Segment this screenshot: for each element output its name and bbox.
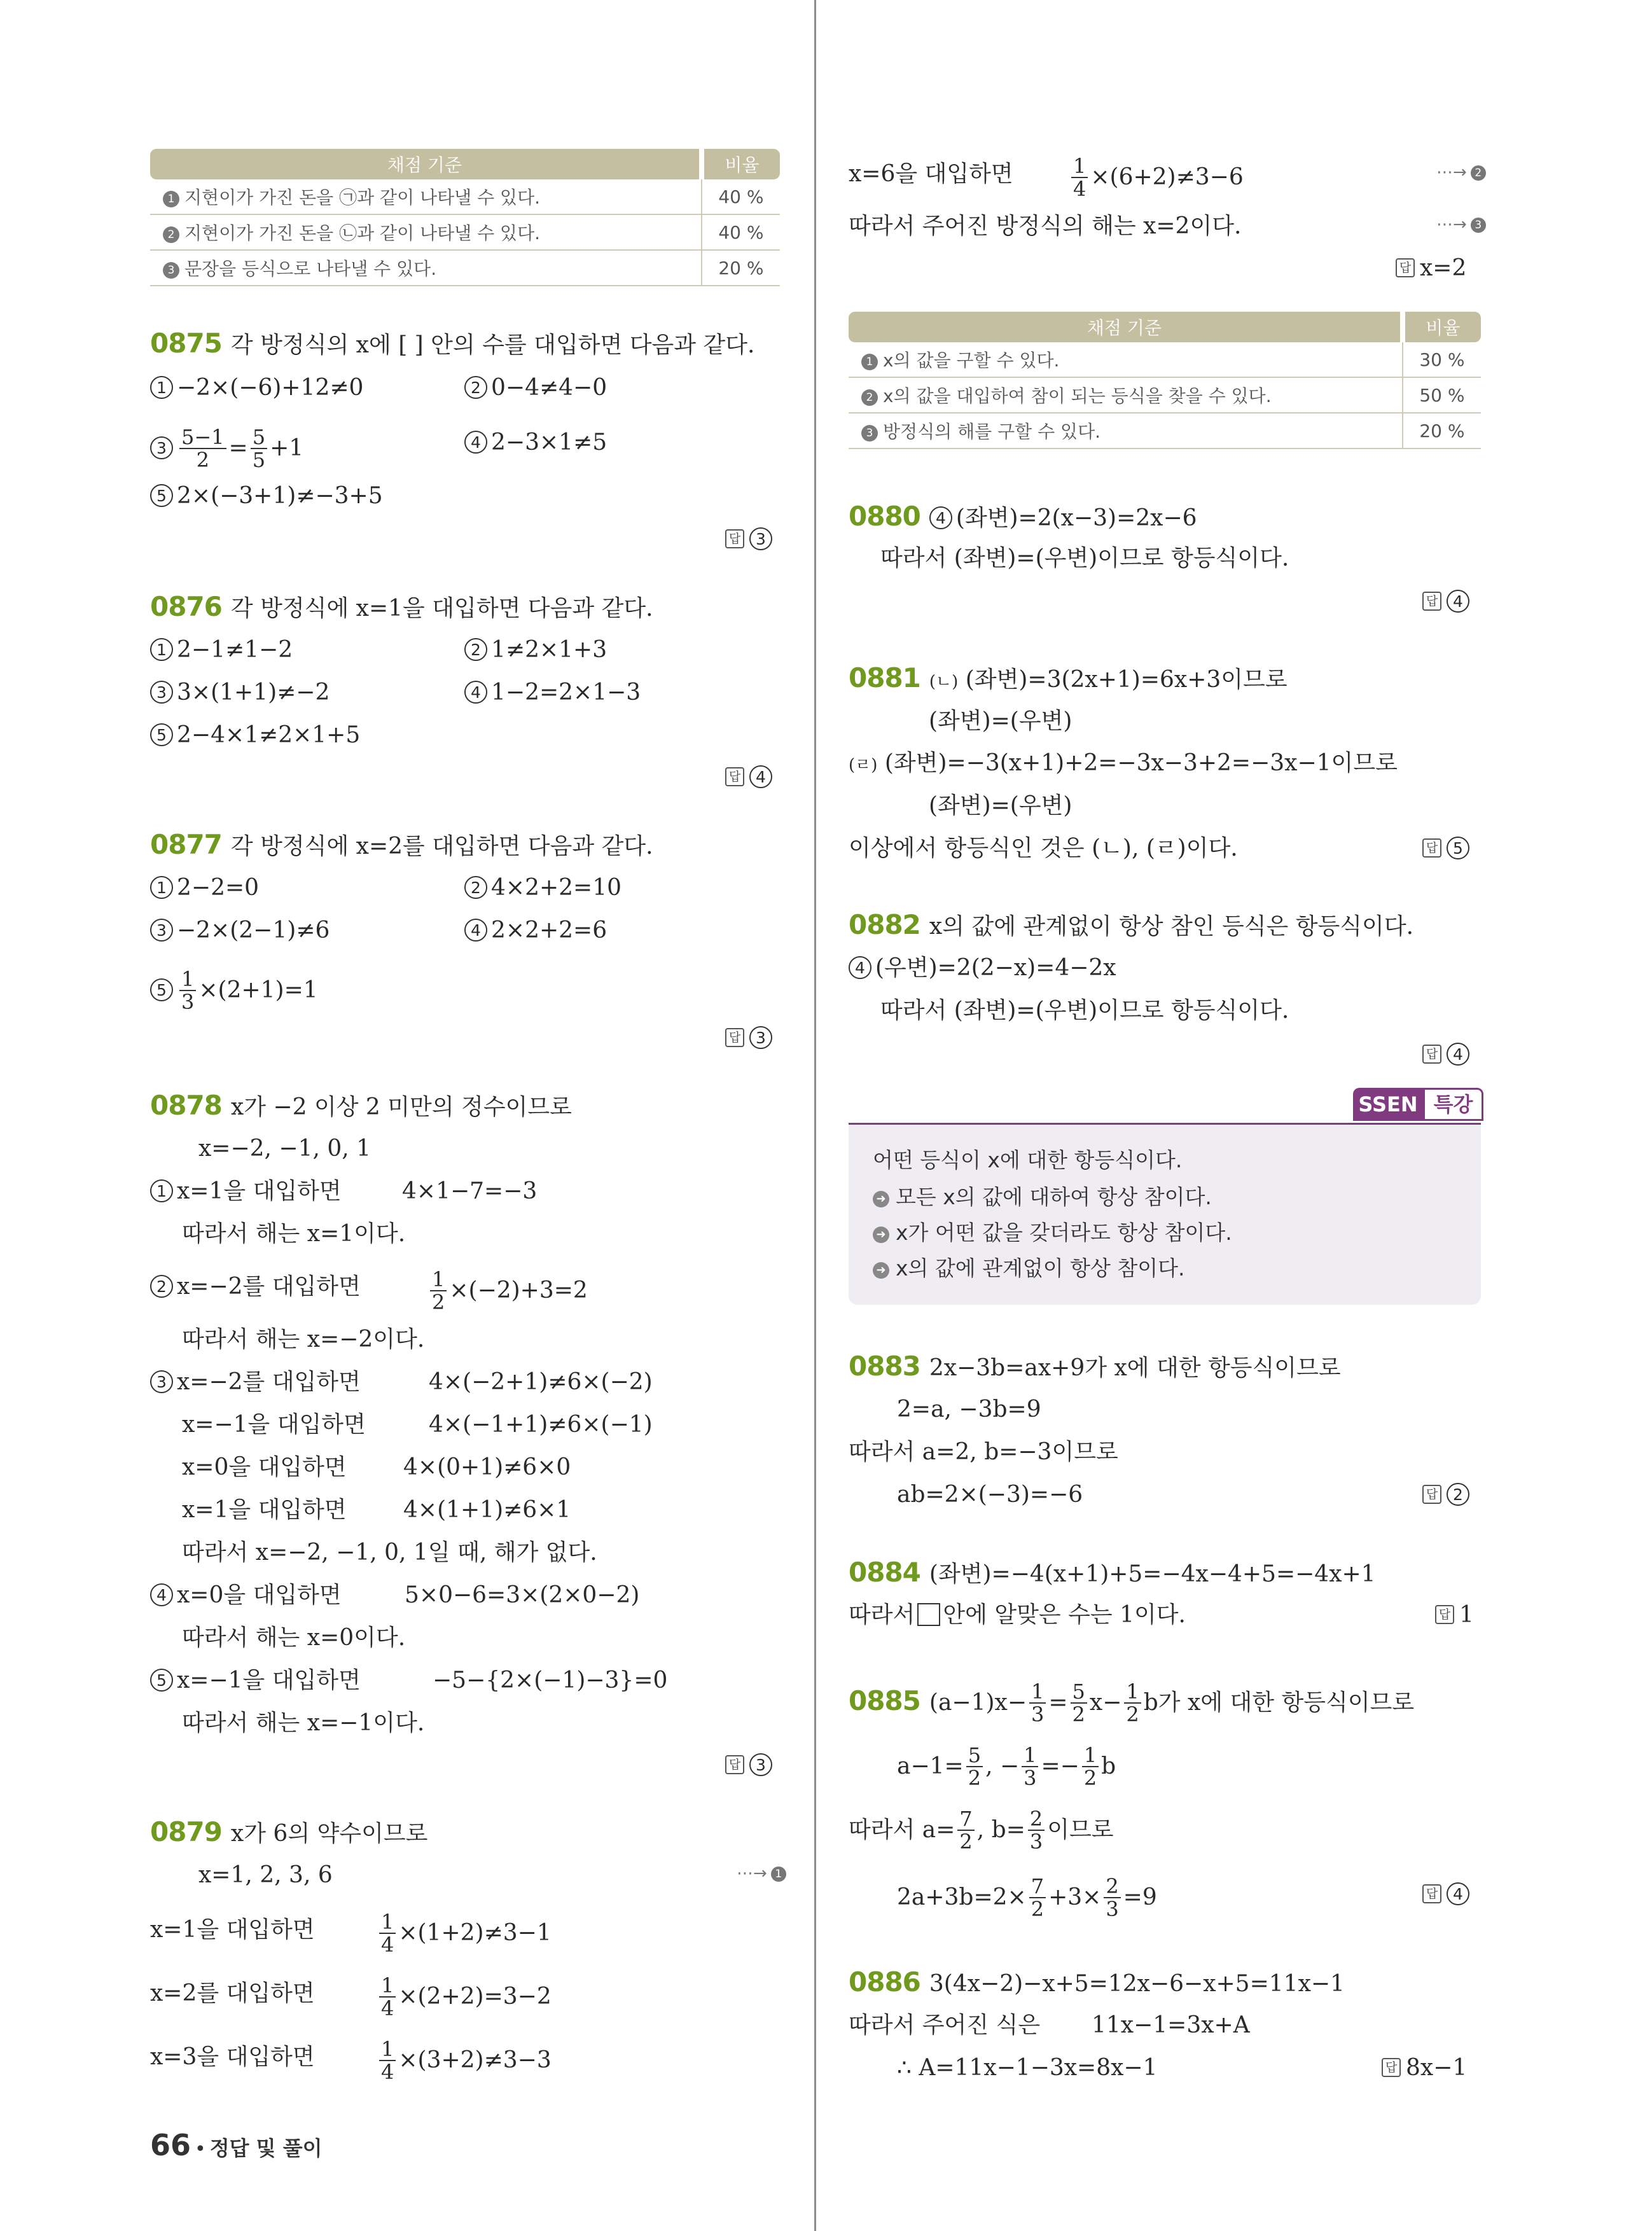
q0879-values: x=1, 2, 3, 6: [198, 1862, 333, 1888]
rate-cell: 40 %: [702, 179, 780, 214]
q0878-case-1-expr: 4×1−7=−3: [402, 1178, 538, 1204]
column-divider: [814, 0, 816, 2231]
q0877-option-2: 2 4×2+2=10: [464, 874, 621, 902]
table-row: [849, 413, 1481, 448]
page-number: 66: [150, 2128, 191, 2162]
table-header-criteria: 채점 기준: [150, 149, 702, 179]
q0885-line-3: 따라서 a= $\frac{7}{2}$ , b= $\frac{2}{3}$ 이므로: [849, 1807, 1114, 1854]
q0881-line-5: 이상에서 항등식인 것은 (ㄴ), (ㄹ)이다.: [849, 835, 1238, 861]
circled-number-icon: 3: [749, 527, 772, 550]
q0878-intro: 0878 x가 −2 이상 2 미만의 정수이므로: [150, 1090, 572, 1121]
q0877-option-4: 4 2×2+2=6: [464, 917, 607, 945]
circled-number-icon: 2: [861, 389, 878, 406]
circled-number-icon: 4: [464, 431, 487, 454]
q0885-line-2: a−1= $\frac{5}{2}$ , − $\frac{1}{3}$ =− $\frac{1}{2}$ b: [897, 1743, 1116, 1790]
q0878-case-4-expr: 5×0−6=3×(2×0−2): [405, 1582, 640, 1608]
q0879-conclusion: 따라서 주어진 방정식의 해는 x=2이다.: [849, 213, 1242, 239]
footer-label: 정답 및 풀이: [209, 2136, 323, 2160]
q0879-row-1: x=1을 대입하면: [150, 1917, 315, 1943]
q0879-row-1-expr: $\frac{1}{4}$ ×(1+2)≠3−1: [377, 1912, 552, 1957]
q0878-case-1: 1 x=1을 대입하면: [150, 1178, 342, 1206]
q0883-line-2: 2=a, −3b=9: [897, 1396, 1041, 1422]
answer-icon: 답: [1422, 1045, 1441, 1064]
ssen-bullet-1: ➜ 모든 x의 값에 대하여 항상 참이다.: [873, 1181, 1212, 1211]
q0876-option-4: 4 1−2=2×1−3: [464, 679, 641, 707]
q0878-case-2-expr: $\frac{1}{2}$ ×(−2)+3=2: [427, 1270, 588, 1314]
q0876-option-5: 5 2−4×1≠2×1+5: [150, 721, 360, 749]
circled-number-icon: 1: [163, 191, 179, 207]
q0882-line-3: 따라서 (좌변)=(우변)이므로 항등식이다.: [880, 997, 1289, 1024]
q0882-line-1: 0882 x의 값에 관계없이 항상 참인 등식은 항등식이다.: [849, 909, 1414, 940]
q0886-line-2: 따라서 주어진 식은: [849, 2012, 1041, 2038]
q0877-intro: 0877 각 방정식에 x=2를 대입하면 다음과 같다.: [150, 829, 653, 860]
answer-icon: 답: [1382, 2058, 1401, 2077]
q0886-line-3: ∴ A=11x−1−3x=8x−1: [897, 2055, 1158, 2081]
q0875-option-5: 5 2×(−3+1)≠−3+5: [150, 482, 383, 510]
scoring-table-right: [849, 312, 1481, 449]
q0876-option-3: 3 3×(1+1)≠−2: [150, 679, 330, 707]
q0879-row-4-expr: $\frac{1}{4}$ ×(6+2)≠3−6: [1069, 156, 1244, 201]
answer-icon: 답: [1422, 1884, 1441, 1903]
answer-icon: 답: [725, 529, 744, 548]
q0878-case-3d: x=1을 대입하면: [182, 1497, 347, 1523]
blank-box-icon: [917, 1603, 940, 1626]
q0875-option-1: 1 −2×(−6)+12≠0: [150, 374, 363, 402]
q0875-answer: [725, 525, 776, 553]
answer-icon: 답: [725, 1755, 744, 1774]
criteria-text: 방정식의 해를 구할 수 있다.: [883, 421, 1101, 442]
page-footer: 66 • 정답 및 풀이: [150, 2128, 323, 2162]
q0880-line-2: 따라서 (좌변)=(우변)이므로 항등식이다.: [880, 545, 1289, 571]
q0876-option-2: 2 1≠2×1+3: [464, 636, 607, 664]
q0881-line-2: (좌변)=(우변): [929, 708, 1072, 734]
circled-number-icon: 1: [150, 376, 173, 399]
q0883-answer: 답 2: [1422, 1481, 1473, 1509]
q0879-row-2: x=2를 대입하면: [150, 1980, 315, 2006]
ssen-bullet-2: ➜ x가 어떤 값을 갖더라도 항상 참이다.: [873, 1216, 1232, 1246]
circled-number-icon: 3: [861, 425, 878, 441]
q0882-line-2: 4 (우변)=2(2−x)=4−2x: [849, 954, 1116, 982]
rate-cell: 20 %: [702, 250, 780, 286]
criteria-text: 지현이가 가진 돈을 ㉡과 같이 나타낼 수 있다.: [184, 223, 541, 244]
rate-cell: 20 %: [1403, 413, 1481, 448]
circled-number-icon: 3: [163, 262, 179, 279]
q0881-answer: 답 5: [1422, 835, 1473, 863]
q0879-row-3-expr: $\frac{1}{4}$ ×(3+2)≠3−3: [377, 2040, 552, 2084]
criteria-text: x의 값을 대입하여 참이 되는 등식을 찾을 수 있다.: [883, 386, 1272, 407]
q0878-case-5: 5 x=−1을 대입하면: [150, 1667, 361, 1695]
q0876-intro: 0876 각 방정식에 x=1을 대입하면 다음과 같다.: [150, 591, 653, 622]
q0878-case-3d-expr: 4×(1+1)≠6×1: [403, 1497, 571, 1523]
q0879-row-4: x=6을 대입하면: [849, 161, 1013, 187]
table-row: [849, 342, 1481, 377]
ssen-special-tag: 특강: [1423, 1088, 1483, 1121]
q0878-case-1-concl: 따라서 해는 x=1이다.: [182, 1221, 406, 1247]
answer-icon: 답: [1435, 1605, 1454, 1624]
q0878-case-3-expr: 4×(−2+1)≠6×(−2): [429, 1369, 653, 1395]
q0878-case-3b-expr: 4×(−1+1)≠6×(−1): [429, 1412, 653, 1438]
q0875-option-4: 4 2−3×1≠5: [464, 429, 607, 457]
q0876-answer: 답 4: [725, 763, 776, 791]
q0878-answer: 답 3: [725, 1751, 776, 1779]
q0879-intro: 0879 x가 6의 약수이므로: [150, 1816, 428, 1847]
circled-number-icon: 2: [163, 226, 179, 243]
q0878-case-5-concl: 따라서 해는 x=−1이다.: [182, 1710, 425, 1736]
q0886-line-2-expr: 11x−1=3x+A: [1092, 2012, 1250, 2038]
arrow-bullet-icon: ➜: [873, 1191, 889, 1207]
criteria-text: x의 값을 구할 수 있다.: [883, 350, 1060, 371]
scoring-table-left: [150, 149, 780, 286]
q0885-line-1: 0885 (a−1)x− $\frac{1}{3}$ = $\frac{5}{2}$ x− $\frac{1}{2}$ b가 x에 대한 항등식이므로: [849, 1679, 1415, 1727]
q0876-option-1: 1 2−1≠1−2: [150, 636, 293, 664]
q0877-option-3: 3 −2×(2−1)≠6: [150, 917, 330, 945]
q0878-case-4-concl: 따라서 해는 x=0이다.: [182, 1625, 406, 1651]
q0877-answer: 답 3: [725, 1024, 776, 1052]
arrow-bullet-icon: ➜: [873, 1227, 889, 1243]
q0879-row-2-expr: $\frac{1}{4}$ ×(2+2)=3−2: [377, 1976, 552, 2020]
q0883-line-3: 따라서 a=2, b=−3이므로: [849, 1439, 1118, 1465]
step-marker-2: ⋯→ 2: [1436, 163, 1486, 182]
q0875-intro: 0875 각 방정식의 x에 [ ] 안의 수를 대입하면 다음과 같다.: [150, 328, 755, 359]
rate-cell: 30 %: [1403, 342, 1481, 377]
table-row: [150, 250, 780, 286]
table-row: [150, 214, 780, 250]
q0882-answer: 답 4: [1422, 1041, 1473, 1069]
criteria-text: 문장을 등식으로 나타낼 수 있다.: [184, 258, 437, 279]
rate-cell: 40 %: [702, 214, 780, 250]
q0886-line-1: 0886 3(4x−2)−x+5=12x−6−x+5=11x−1: [849, 1966, 1345, 1998]
circled-number-icon: 1: [861, 354, 878, 370]
q0878-case-4: 4 x=0을 대입하면: [150, 1581, 342, 1609]
q0875-option-2: 2 0−4≠4−0: [464, 374, 607, 402]
q0878-case-3c: x=0을 대입하면: [182, 1454, 347, 1480]
q0879-answer: 답 x=2: [1396, 254, 1466, 282]
q0878-values: x=−2, −1, 0, 1: [198, 1136, 371, 1162]
q0880-line-1: 0880 4 (좌변)=2(x−3)=2x−6: [849, 501, 1197, 532]
answer-icon: 답: [1396, 258, 1415, 277]
circled-number-icon: 2: [464, 376, 487, 399]
ssen-title: 어떤 등식이 x에 대한 항등식이다.: [873, 1148, 1183, 1172]
rate-cell: 50 %: [1403, 377, 1481, 413]
answer-icon: 답: [725, 767, 744, 786]
q0885-line-4: 2a+3b=2× $\frac{7}{2}$ +3× $\frac{2}{3}$ =9: [897, 1874, 1157, 1921]
q0880-answer: 답 4: [1422, 588, 1473, 616]
ssen-tag: SSEN: [1353, 1088, 1423, 1121]
answer-icon: 답: [725, 1028, 744, 1047]
q0884-line-1: 0884 (좌변)=−4(x+1)+5=−4x−4+5=−4x+1: [849, 1557, 1376, 1588]
q0881-line-4: (좌변)=(우변): [929, 793, 1072, 819]
q0883-line-1: 0883 2x−3b=ax+9가 x에 대한 항등식이므로: [849, 1351, 1341, 1382]
table-row: [150, 179, 780, 214]
step-marker-3: ⋯→ 3: [1436, 215, 1486, 234]
answer-icon: 답: [1422, 592, 1441, 611]
q0878-case-3: 3 x=−2를 대입하면: [150, 1368, 361, 1396]
q0884-line-2: 따라서 안에 알맞은 수는 1이다.: [849, 1602, 1186, 1628]
q0879-row-3: x=3을 대입하면: [150, 2044, 315, 2070]
table-header-rate: 비율: [702, 149, 780, 179]
q0878-case-3-concl: 따라서 x=−2, −1, 0, 1일 때, 해가 없다.: [182, 1539, 597, 1566]
circled-number-icon: 5: [150, 484, 173, 507]
step-marker-1: ⋯→ 1: [737, 1864, 786, 1883]
q0875-option-3: 3 $\frac{5-1}{2}$ = $\frac{5}{5}$ +1: [150, 427, 303, 472]
answer-icon: 답: [1422, 1485, 1441, 1504]
q0878-case-5-expr: −5−{2×(−1)−3}=0: [433, 1667, 668, 1693]
q0878-case-2: 2 x=−2를 대입하면: [150, 1273, 361, 1301]
criteria-text: 지현이가 가진 돈을 ㉠과 같이 나타낼 수 있다.: [184, 187, 541, 208]
table-header-rate: 비율: [1403, 312, 1481, 342]
q0878-case-3c-expr: 4×(0+1)≠6×0: [403, 1454, 571, 1480]
q0877-option-1: 1 2−2=0: [150, 874, 259, 902]
circled-number-icon: 3: [150, 436, 173, 459]
q0883-line-4: ab=2×(−3)=−6: [897, 1482, 1083, 1508]
q0878-case-2-concl: 따라서 해는 x=−2이다.: [182, 1326, 425, 1352]
answer-icon: 답: [1422, 838, 1441, 858]
q0878-case-3b: x=−1을 대입하면: [182, 1412, 366, 1438]
table-header-criteria: 채점 기준: [849, 312, 1403, 342]
q0881-line-1: 0881 (ㄴ) (좌변)=3(2x+1)=6x+3이므로: [849, 662, 1288, 693]
q0886-answer: 답 8x−1: [1382, 2054, 1467, 2082]
arrow-bullet-icon: ➜: [873, 1262, 889, 1279]
q0884-answer: 답 1: [1435, 1601, 1474, 1629]
q0885-answer: 답 4: [1422, 1880, 1473, 1908]
table-row: [849, 377, 1481, 413]
q0881-line-3: (ㄹ) (좌변)=−3(x+1)+2=−3x−3+2=−3x−1이므로: [849, 750, 1398, 776]
ssen-bullet-3: ➜ x의 값에 관계없이 항상 참이다.: [873, 1252, 1185, 1282]
q0877-option-5: 5 $\frac{1}{3}$ ×(2+1)=1: [150, 970, 318, 1014]
